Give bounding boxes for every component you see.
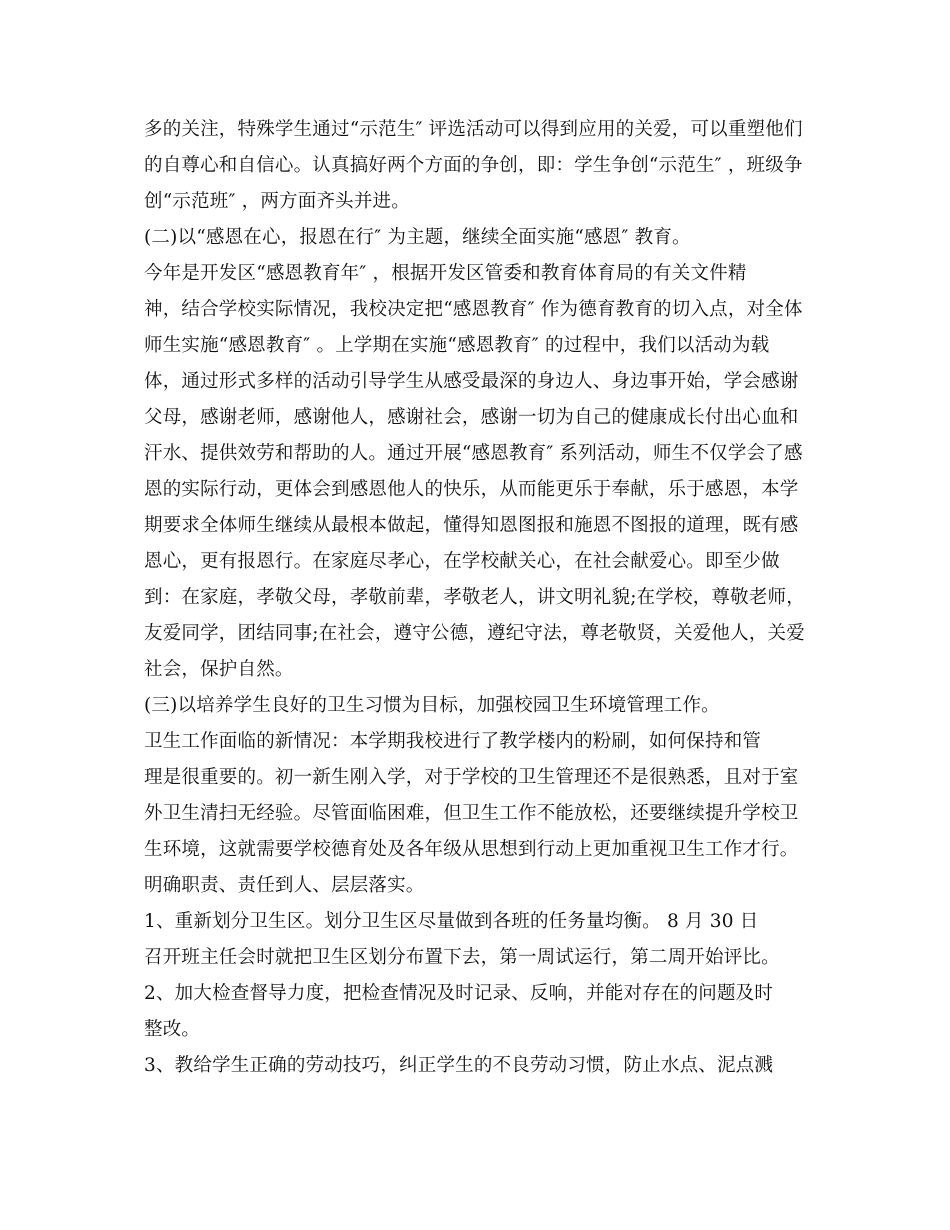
text-line: 期要求全体师生继续从最根本做起，懂得知恩图报和施恩不图报的道理，既有感 xyxy=(144,515,799,536)
text-line: 到：在家庭，孝敬父母，孝敬前辈，孝敬老人，讲文明礼貌;在学校，尊敬老师， xyxy=(144,587,805,608)
text-line: 明确职责、责任到人、层层落实。 xyxy=(144,875,425,896)
text-line: 父母，感谢老师，感谢他人，感谢社会，感谢一切为自己的健康成长付出心血和 xyxy=(144,407,799,428)
text-line: 生环境，这就需要学校德育处及各年级从思想到行动上更加重视卫生工作才行。 xyxy=(144,839,799,860)
text-line: 3、教给学生正确的劳动技巧，纠正学生的不良劳动习惯，防止水点、泥点溅 xyxy=(144,1055,774,1076)
text-line: 体，通过形式多样的活动引导学生从感受最深的身边人、身边事开始，学会感谢 xyxy=(144,371,799,392)
text-line: 2、加大检查督导力度，把检查情况及时记录、反响，并能对存在的问题及时 xyxy=(144,983,774,1004)
text-line: 外卫生清扫无经验。尽管面临困难，但卫生工作不能放松，还要继续提升学校卫 xyxy=(144,803,799,824)
text-line: 今年是开发区“感恩教育年″ ，根据开发区管委和教育体育局的有关文件精 xyxy=(144,263,747,284)
text-line: 神，结合学校实际情况，我校决定把“感恩教育″ 作为德育教育的切入点，对全体 xyxy=(144,299,803,320)
text-line: (二)以“感恩在心，报恩在行″ 为主题，继续全面实施“感恩″ 教育。 xyxy=(144,227,691,248)
text-line: 社会，保护自然。 xyxy=(144,659,294,680)
text-line: 友爱同学，团结同事;在社会，遵守公德，遵纪守法，尊老敬贤，关爱他人，关爱 xyxy=(144,623,805,644)
text-line: 师生实施“感恩教育″ 。上学期在实施“感恩教育″ 的过程中，我们以活动为载 xyxy=(144,335,770,356)
text-line: 汗水、提供效劳和帮助的人。通过开展“感恩教育″ 系列活动，师生不仅学会了感 xyxy=(144,443,803,464)
text-line: 召开班主任会时就把卫生区划分布置下去，第一周试运行，第二周开始评比。 xyxy=(144,947,780,968)
text-line: 创“示范班″ ，两方面齐头并进。 xyxy=(144,191,410,212)
text-line: 恩的实际行动，更体会到感恩他人的快乐，从而能更乐于奉献，乐于感恩，本学 xyxy=(144,479,799,500)
text-line: 理是很重要的。初一新生刚入学，对于学校的卫生管理还不是很熟悉，且对于室 xyxy=(144,767,799,788)
text-line: 的自尊心和自信心。认真搞好两个方面的争创，即：学生争创“示范生″ ，班级争 xyxy=(144,155,803,176)
text-line: 1、重新划分卫生区。划分卫生区尽量做到各班的任务量均衡。 8 月 30 日 xyxy=(144,911,759,932)
text-line: (三)以培养学生良好的卫生习惯为目标，加强校园卫生环境管理工作。 xyxy=(144,695,720,716)
text-line: 恩心，更有报恩行。在家庭尽孝心，在学校献关心，在社会献爱心。即至少做 xyxy=(144,551,780,572)
text-line: 整改。 xyxy=(144,1019,201,1040)
text-line: 卫生工作面临的新情况：本学期我校进行了教学楼内的粉刷，如何保持和管 xyxy=(144,731,762,752)
text-line: 多的关注，特殊学生通过“示范生″ 评选活动可以得到应用的关爱，可以重塑他们 xyxy=(144,119,803,140)
